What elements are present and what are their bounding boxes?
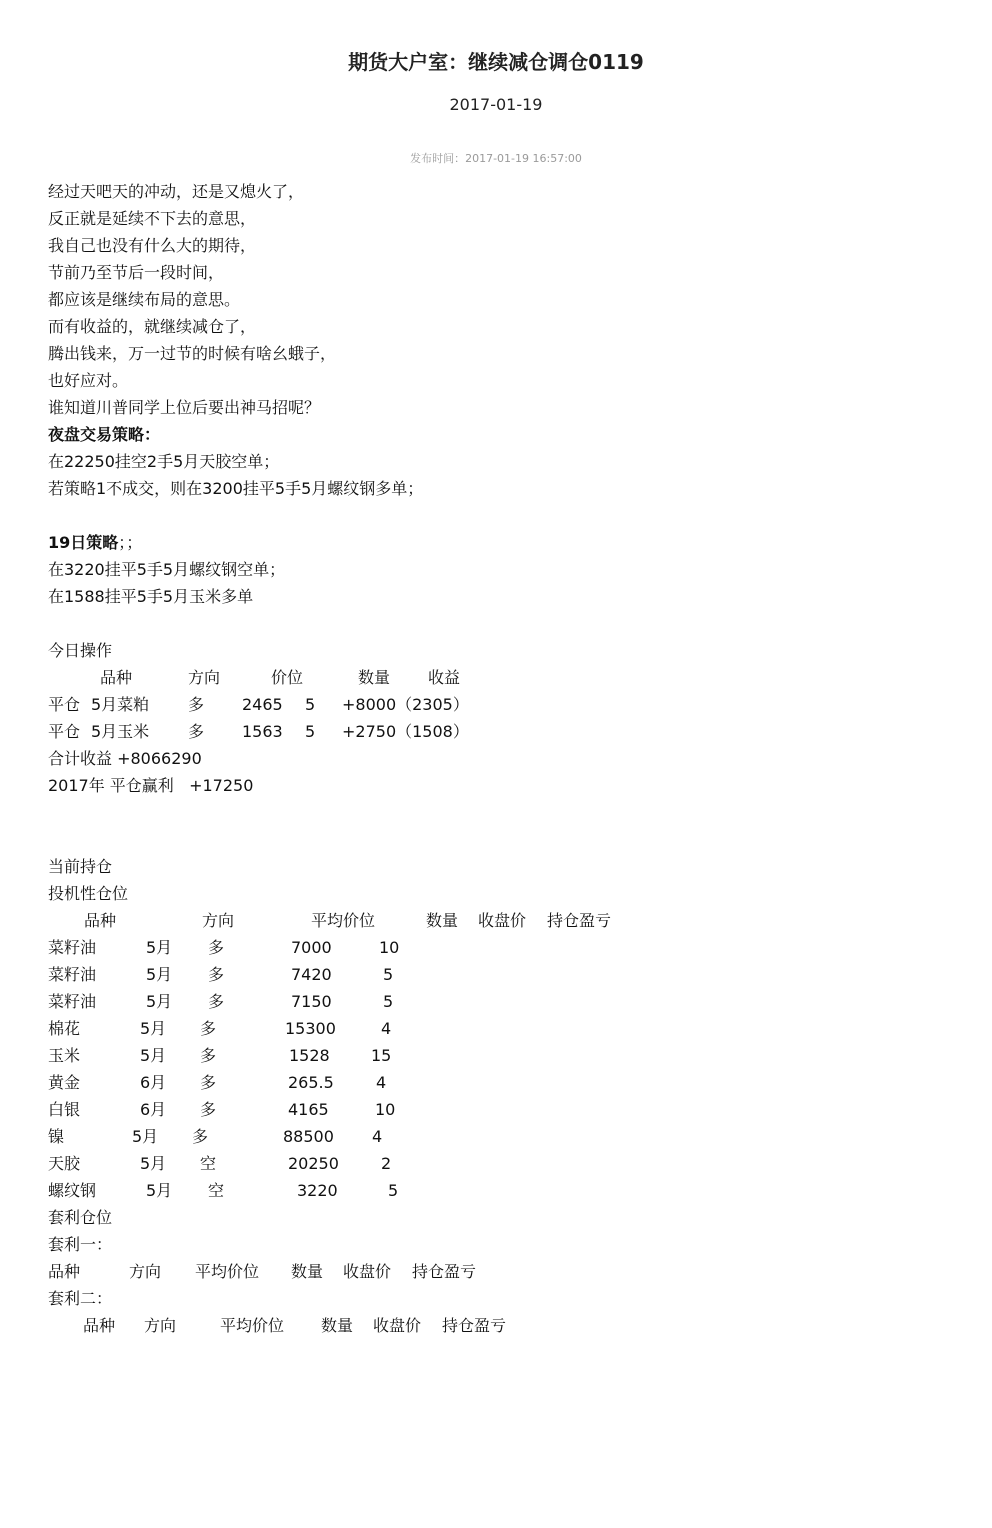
position-row	[48, 1123, 948, 1150]
day-strategy-heading	[48, 529, 948, 556]
cell: 5月	[146, 965, 173, 984]
cell: 5月	[146, 1181, 173, 1200]
cell: 多	[208, 938, 225, 957]
position-row	[48, 1177, 948, 1204]
arb-positions-heading: 套利仓位	[48, 1208, 113, 1227]
cell: 5	[383, 992, 394, 1011]
intro-line: 节前乃至节后一段时间，	[48, 263, 225, 282]
cell: 5	[305, 722, 316, 741]
position-row	[48, 1069, 948, 1096]
positions-heading: 当前持仓	[48, 857, 113, 876]
spacer	[48, 826, 948, 853]
cell: +8000（2305）	[342, 695, 469, 714]
cell: 螺纹钢	[48, 1181, 97, 1200]
cell: 多	[200, 1100, 217, 1119]
arb2-header-row	[48, 1312, 948, 1339]
intro-line: 我自己也没有什么大的期待，	[48, 236, 257, 255]
article-body	[48, 178, 948, 1339]
cell: 1563	[242, 722, 283, 741]
col-header: 方向	[144, 1316, 177, 1335]
col-header: 持仓盈亏	[547, 911, 612, 930]
col-header: 数量	[291, 1262, 324, 1281]
article-date: 2017-01-19	[449, 95, 543, 114]
cell: 10	[375, 1100, 396, 1119]
col-header: 收盘价	[478, 911, 527, 930]
cell: 5月	[140, 1154, 167, 1173]
total-profit: 合计收益 +8066290	[48, 749, 202, 768]
cell: 菜籽油	[48, 938, 97, 957]
cell: 15	[371, 1046, 392, 1065]
position-row	[48, 1096, 948, 1123]
cell: 空	[208, 1181, 225, 1200]
cell: 7150	[291, 992, 332, 1011]
cell: 20250	[288, 1154, 339, 1173]
position-row	[48, 934, 948, 961]
cell: 265.5	[288, 1073, 334, 1092]
cell: 15300	[285, 1019, 336, 1038]
cell: 多	[188, 722, 205, 741]
intro-line: 反正就是延续不下去的意思，	[48, 209, 257, 228]
article-title: 期货大户室：继续减仓调仓0119	[348, 50, 644, 74]
cell: 平仓	[48, 695, 81, 714]
cell: 5月	[132, 1127, 159, 1146]
cell: 多	[200, 1046, 217, 1065]
position-row	[48, 1150, 948, 1177]
col-header: 平均价位	[195, 1262, 260, 1281]
cell: 多	[208, 992, 225, 1011]
position-row	[48, 1015, 948, 1042]
col-header: 数量	[358, 668, 391, 687]
cell: 玉米	[48, 1046, 81, 1065]
cell: 5月菜粕	[91, 695, 150, 714]
cell: 1528	[289, 1046, 330, 1065]
cell: 天胶	[48, 1154, 81, 1173]
cell: +2750（1508）	[342, 722, 469, 741]
intro-line: 而有收益的，就继续减仓了，	[48, 317, 257, 336]
cell: 5	[305, 695, 316, 714]
cell: 7420	[291, 965, 332, 984]
cell: 多	[200, 1019, 217, 1038]
col-header: 平均价位	[311, 911, 376, 930]
cell: 平仓	[48, 722, 81, 741]
col-header: 数量	[321, 1316, 354, 1335]
col-header: 持仓盈亏	[442, 1316, 507, 1335]
today-ops-header-row	[48, 664, 948, 691]
cell: 2	[381, 1154, 392, 1173]
col-header: 平均价位	[220, 1316, 285, 1335]
cell: 5月	[140, 1019, 167, 1038]
cell: 5月	[146, 992, 173, 1011]
col-header: 收盘价	[343, 1262, 392, 1281]
positions-header-row	[48, 907, 948, 934]
cell: 2465	[242, 695, 283, 714]
cell: 4	[381, 1019, 392, 1038]
cell: 菜籽油	[48, 965, 97, 984]
cell: 5月	[146, 938, 173, 957]
arb1-header-row	[48, 1258, 948, 1285]
spacer	[48, 610, 948, 637]
cell: 白银	[48, 1100, 81, 1119]
night-strategy-line: 若策略1不成交，则在3200挂平5手5月螺纹钢多单；	[48, 479, 424, 498]
arb2-label: 套利二：	[48, 1289, 113, 1308]
day-strategy-line: 在3220挂平5手5月螺纹钢空单；	[48, 560, 286, 579]
cell: 5	[383, 965, 394, 984]
cell: 7000	[291, 938, 332, 957]
position-row	[48, 1042, 948, 1069]
cell: 多	[200, 1073, 217, 1092]
cell: 10	[379, 938, 400, 957]
cell: 6月	[140, 1073, 167, 1092]
cell: 88500	[283, 1127, 334, 1146]
col-header: 品种	[83, 1316, 116, 1335]
year-profit: 2017年 平仓赢利 +17250	[48, 776, 254, 795]
day-strategy-heading-bold: 19日策略	[48, 533, 119, 552]
position-row	[48, 988, 948, 1015]
today-ops-row	[48, 691, 948, 718]
col-header: 价位	[271, 668, 304, 687]
col-header: 收益	[428, 668, 461, 687]
cell: 3220	[297, 1181, 338, 1200]
col-header: 品种	[84, 911, 117, 930]
cell: 4	[376, 1073, 387, 1092]
col-header: 方向	[202, 911, 235, 930]
cell: 5	[388, 1181, 399, 1200]
today-ops-heading: 今日操作	[48, 641, 113, 660]
cell: 菜籽油	[48, 992, 97, 1011]
cell: 5月	[140, 1046, 167, 1065]
cell: 4165	[288, 1100, 329, 1119]
night-strategy-heading: 夜盘交易策略：	[48, 425, 161, 444]
cell: 空	[200, 1154, 217, 1173]
intro-line: 也好应对。	[48, 371, 129, 390]
cell: 多	[188, 695, 205, 714]
arb1-label: 套利一：	[48, 1235, 113, 1254]
night-strategy-line: 在22250挂空2手5月天胶空单；	[48, 452, 280, 471]
col-header: 持仓盈亏	[412, 1262, 477, 1281]
spec-positions-heading: 投机性仓位	[48, 884, 129, 903]
intro-line: 都应该是继续布局的意思。	[48, 290, 241, 309]
cell: 镍	[48, 1127, 65, 1146]
intro-line: 谁知道川普同学上位后要出神马招呢？	[48, 398, 321, 417]
position-row	[48, 961, 948, 988]
col-header: 品种	[48, 1262, 81, 1281]
today-ops-row	[48, 718, 948, 745]
intro-line: 经过天吧天的冲动，还是又熄火了，	[48, 182, 305, 201]
col-header: 品种	[100, 668, 133, 687]
spacer	[48, 799, 948, 826]
cell: 6月	[140, 1100, 167, 1119]
col-header: 方向	[129, 1262, 162, 1281]
cell: 5月玉米	[91, 722, 150, 741]
cell: 4	[372, 1127, 383, 1146]
spacer	[48, 502, 948, 529]
col-header: 收盘价	[373, 1316, 422, 1335]
cell: 多	[192, 1127, 209, 1146]
cell: 多	[208, 965, 225, 984]
cell: 棉花	[48, 1019, 81, 1038]
day-strategy-line: 在1588挂平5手5月玉米多单	[48, 587, 254, 606]
day-strategy-heading-rest: ；；	[118, 533, 143, 552]
intro-line: 腾出钱来，万一过节的时候有啥幺蛾子，	[48, 344, 337, 363]
col-header: 方向	[188, 668, 221, 687]
cell: 黄金	[48, 1073, 81, 1092]
col-header: 数量	[426, 911, 459, 930]
publish-time: 发布时间：2017-01-19 16:57:00	[410, 152, 582, 165]
